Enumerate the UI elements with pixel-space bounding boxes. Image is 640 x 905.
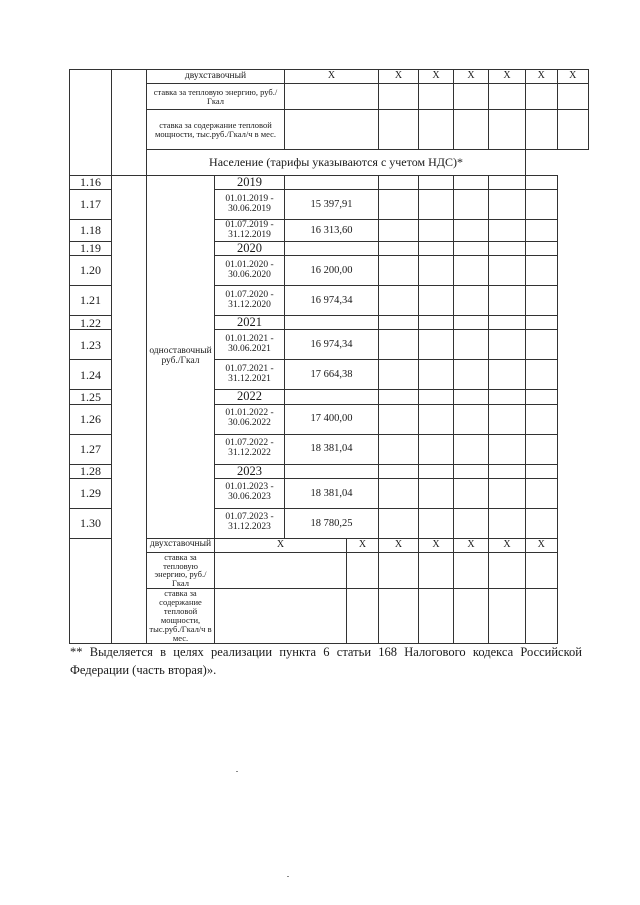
row-number: 1.18 [70,220,112,242]
empty-cell [526,316,557,330]
scan-speck [287,876,289,877]
empty-cell [489,286,526,316]
table-row [70,538,589,552]
empty-cell [526,464,557,478]
table-row [70,70,589,84]
empty-cell [489,434,526,464]
empty-cell [526,220,557,242]
empty-cell [526,190,557,220]
empty-cell [70,70,112,176]
empty-cell [454,464,489,478]
empty-cell [454,242,489,256]
empty-cell [379,508,419,538]
footnote: ** Выделяется в целях реализации пункта 6 статьи 168 Налогового кодекса Российской Федерации (часть вторая)». [70,645,582,677]
table-row [70,84,589,110]
empty-cell [112,176,147,644]
empty-cell [419,404,454,434]
empty-cell [489,478,526,508]
empty-cell [454,478,489,508]
period-label: 01.01.2020 - 30.06.2020 [215,256,285,286]
empty-cell [419,286,454,316]
empty-cell [419,434,454,464]
empty-cell [489,360,526,390]
empty-cell [379,360,419,390]
empty-cell [112,70,147,176]
year-label: 2021 [215,316,285,330]
empty-cell [419,330,454,360]
empty-cell [419,190,454,220]
empty-cell [526,589,557,644]
empty-cell [347,589,379,644]
empty-cell [419,589,454,644]
tariff-value: 18 381,04 [285,478,379,508]
empty-cell [419,316,454,330]
row-number: 1.16 [70,176,112,190]
empty-cell [379,220,419,242]
period-label: 01.01.2022 - 30.06.2022 [215,404,285,434]
empty-cell [489,256,526,286]
period-label: 01.07.2019 - 31.12.2019 [215,220,285,242]
empty-cell [454,84,489,110]
row-number: 1.26 [70,404,112,434]
empty-cell [419,256,454,286]
empty-cell [454,110,489,150]
row-number: 1.21 [70,286,112,316]
row-number: 1.23 [70,330,112,360]
single-rate-label: одноставочный руб./Гкал [147,176,215,539]
row-number: 1.22 [70,316,112,330]
empty-cell [454,360,489,390]
year-label: 2023 [215,464,285,478]
tariff-value: 18 780,25 [285,508,379,538]
tariff-value: 17 664,38 [285,360,379,390]
empty-cell [419,478,454,508]
empty-cell [419,552,454,589]
period-label: 01.07.2023 - 31.12.2023 [215,508,285,538]
x-mark: X [419,538,454,552]
empty-cell [454,190,489,220]
scan-speck [236,771,238,772]
empty-cell [419,220,454,242]
empty-cell [454,434,489,464]
x-mark: X [454,70,489,84]
empty-cell [285,176,379,190]
empty-cell [526,330,557,360]
empty-cell [419,360,454,390]
empty-cell [379,390,419,404]
empty-cell [489,220,526,242]
empty-cell [454,256,489,286]
empty-cell [526,242,557,256]
table-row [70,176,589,190]
x-mark: X [557,70,589,84]
period-label: 01.07.2022 - 31.12.2022 [215,434,285,464]
year-label: 2020 [215,242,285,256]
empty-cell [379,190,419,220]
empty-cell [557,110,589,150]
empty-cell [526,390,557,404]
empty-cell [379,404,419,434]
x-mark: X [285,70,379,84]
capacity-rate-label: ставка за содержание тепловой мощности, тыс.руб./Гкал/ч в мес. [147,110,285,150]
empty-cell [419,176,454,190]
period-label: 01.01.2019 - 30.06.2019 [215,190,285,220]
empty-cell [526,110,557,150]
empty-cell [419,390,454,404]
empty-cell [489,464,526,478]
empty-cell [489,84,526,110]
period-label: 01.07.2021 - 31.12.2021 [215,360,285,390]
empty-cell [215,552,347,589]
empty-cell [379,478,419,508]
empty-cell [526,404,557,434]
empty-cell [419,508,454,538]
energy-rate-label: ставка за тепловую энергию, руб./Гкал [147,552,215,589]
empty-cell [454,390,489,404]
row-number: 1.30 [70,508,112,538]
row-number: 1.28 [70,464,112,478]
empty-cell [489,110,526,150]
x-mark: X [489,538,526,552]
empty-cell [489,190,526,220]
empty-cell [489,390,526,404]
empty-cell [526,508,557,538]
empty-cell [379,330,419,360]
tariff-value: 16 974,34 [285,286,379,316]
period-label: 01.07.2020 - 31.12.2020 [215,286,285,316]
empty-cell [454,508,489,538]
tariff-value: 15 397,91 [285,190,379,220]
empty-cell [347,552,379,589]
two-part-label: двухставочный [147,538,215,552]
empty-cell [379,110,419,150]
empty-cell [557,84,589,110]
table-row [70,110,589,150]
empty-cell [379,176,419,190]
tariff-value: 16 200,00 [285,256,379,286]
empty-cell [379,316,419,330]
empty-cell [489,176,526,190]
empty-cell [379,256,419,286]
empty-cell [454,589,489,644]
empty-cell [379,84,419,110]
x-mark: X [454,538,489,552]
empty-cell [489,589,526,644]
empty-cell [379,552,419,589]
empty-cell [379,589,419,644]
table-row [70,150,589,176]
empty-cell [454,552,489,589]
empty-cell [489,404,526,434]
section-title: Население (тарифы указываются с учетом НДС)* [147,150,526,176]
empty-cell [285,110,379,150]
x-mark: X [379,538,419,552]
empty-cell [526,286,557,316]
empty-cell [526,360,557,390]
x-mark: X [347,538,379,552]
period-label: 01.01.2021 - 30.06.2021 [215,330,285,360]
empty-cell [419,464,454,478]
x-mark: X [526,70,557,84]
energy-rate-label: ставка за тепловую энергию, руб./Гкал [147,84,285,110]
empty-cell [379,286,419,316]
row-number: 1.20 [70,256,112,286]
empty-cell [285,316,379,330]
empty-cell [454,330,489,360]
empty-cell [526,478,557,508]
empty-cell [379,434,419,464]
empty-cell [285,84,379,110]
empty-cell [379,464,419,478]
empty-cell [489,508,526,538]
row-number: 1.17 [70,190,112,220]
empty-cell [526,434,557,464]
x-mark: X [526,538,557,552]
empty-cell [526,84,557,110]
empty-cell [489,316,526,330]
row-number: 1.24 [70,360,112,390]
row-number: 1.25 [70,390,112,404]
empty-cell [215,589,347,644]
table-row [70,589,589,644]
table-row [70,552,589,589]
empty-cell [285,242,379,256]
x-mark: X [379,70,419,84]
x-mark: X [489,70,526,84]
empty-cell [419,242,454,256]
empty-cell [285,464,379,478]
x-mark: X [215,538,347,552]
tariff-value: 16 313,60 [285,220,379,242]
empty-cell [454,220,489,242]
empty-cell [454,286,489,316]
row-number: 1.19 [70,242,112,256]
empty-cell [526,256,557,286]
empty-cell [454,176,489,190]
empty-cell [526,552,557,589]
empty-cell [285,390,379,404]
row-number: 1.27 [70,434,112,464]
empty-cell [526,176,557,190]
capacity-rate-label: ставка за содержание тепловой мощности, тыс.руб./Гкал/ч в мес. [147,589,215,644]
tariff-value: 18 381,04 [285,434,379,464]
period-label: 01.01.2023 - 30.06.2023 [215,478,285,508]
empty-cell [379,242,419,256]
empty-cell [454,316,489,330]
empty-cell [70,538,112,643]
tariff-value: 16 974,34 [285,330,379,360]
tariff-value: 17 400,00 [285,404,379,434]
tariff-table [69,69,589,644]
x-mark: X [419,70,454,84]
year-label: 2022 [215,390,285,404]
empty-cell [489,552,526,589]
year-label: 2019 [215,176,285,190]
row-number: 1.29 [70,478,112,508]
empty-cell [419,84,454,110]
empty-cell [419,110,454,150]
two-part-label: двухставочный [147,70,285,84]
empty-cell [454,404,489,434]
empty-cell [489,330,526,360]
empty-cell [489,242,526,256]
